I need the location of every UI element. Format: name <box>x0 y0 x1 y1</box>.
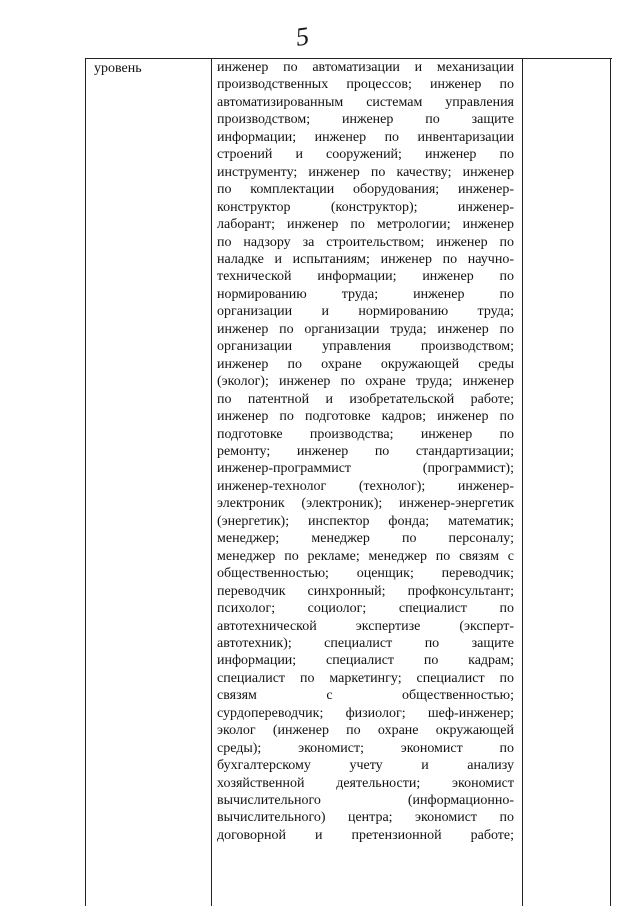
position-line: организации и нормированию труда; <box>217 304 514 320</box>
position-line: инженер-технолог (технолог); инженер- <box>217 478 514 494</box>
position-line: вычислительного) центра; экономист по <box>217 810 514 826</box>
position-line: производством; инженер по защите <box>217 112 514 128</box>
position-line: инженер по организации труда; инженер по <box>217 321 514 337</box>
position-line: информации; специалист по кадрам; <box>217 653 514 669</box>
position-line: инструменту; инженер по качеству; инженер <box>217 164 514 180</box>
position-line: автотехник); специалист по защите <box>217 635 514 651</box>
position-line: переводчик синхронный; профконсультант; <box>217 583 514 599</box>
position-line: (эколог); инженер по охране труда; инженер <box>217 374 514 390</box>
position-line: по надзору за строительством; инженер по <box>217 234 514 250</box>
position-line: сурдопереводчик; физиолог; шеф-инженер; <box>217 705 514 721</box>
position-line: эколог (инженер по охране окружающей <box>217 723 514 739</box>
position-line: по патентной и изобретательской работе; <box>217 391 514 407</box>
qualification-table <box>85 58 612 906</box>
position-line: строений и сооружений; инженер по <box>217 147 514 163</box>
position-line: ремонту; инженер по стандартизации; <box>217 443 514 459</box>
position-line: инженер по подготовке кадров; инженер по <box>217 409 514 425</box>
position-line: производственных процессов; инженер по <box>217 77 514 93</box>
position-line: вычислительного (информационно- <box>217 793 514 809</box>
position-line: инженер по охране окружающей среды <box>217 356 514 372</box>
position-line: специалист по маркетингу; специалист по <box>217 670 514 686</box>
position-line: бухгалтерскому учету и анализу <box>217 758 514 774</box>
position-line: автоматизированным системам управления <box>217 94 514 110</box>
column-divider <box>211 59 212 906</box>
position-line: электроник (электроник); инженер-энергетик <box>217 496 514 512</box>
empty-cell <box>523 59 610 906</box>
position-line: подготовке производства; инженер по <box>217 426 514 442</box>
position-line: (энергетик); инспектор фонда; математик; <box>217 513 514 529</box>
page-number: 5 <box>293 21 311 52</box>
position-line: среды); экономист; экономист по <box>217 740 514 756</box>
position-line: автотехнической экспертизе (эксперт- <box>217 618 514 634</box>
positions-cell <box>217 59 514 844</box>
column-divider <box>610 59 611 906</box>
position-line: психолог; социолог; специалист по <box>217 601 514 617</box>
position-line: нормированию труда; инженер по <box>217 286 514 302</box>
position-line: связям с общественностью; <box>217 688 514 704</box>
position-line: менеджер; менеджер по персоналу; <box>217 531 514 547</box>
position-line: хозяйственной деятельности; экономист <box>217 775 514 791</box>
position-line: наладке и испытаниям; инженер по научно- <box>217 251 514 267</box>
level-cell: уровень <box>94 61 142 76</box>
position-line: договорной и претензионной работе; <box>217 827 514 843</box>
position-line: технической информации; инженер по <box>217 269 514 285</box>
position-line: менеджер по рекламе; менеджер по связям с <box>217 548 514 564</box>
position-line: общественностью; оценщик; переводчик; <box>217 566 514 582</box>
position-line: конструктор (конструктор); инженер- <box>217 199 514 215</box>
position-line: организации управления производством; <box>217 339 514 355</box>
position-line: инженер по автоматизации и механизации <box>217 60 514 75</box>
position-line: по комплектации оборудования; инженер- <box>217 182 514 198</box>
position-line: инженер-программист (программист); <box>217 461 514 477</box>
position-line: лаборант; инженер по метрологии; инженер <box>217 217 514 233</box>
position-line: информации; инженер по инвентаризации <box>217 129 514 145</box>
